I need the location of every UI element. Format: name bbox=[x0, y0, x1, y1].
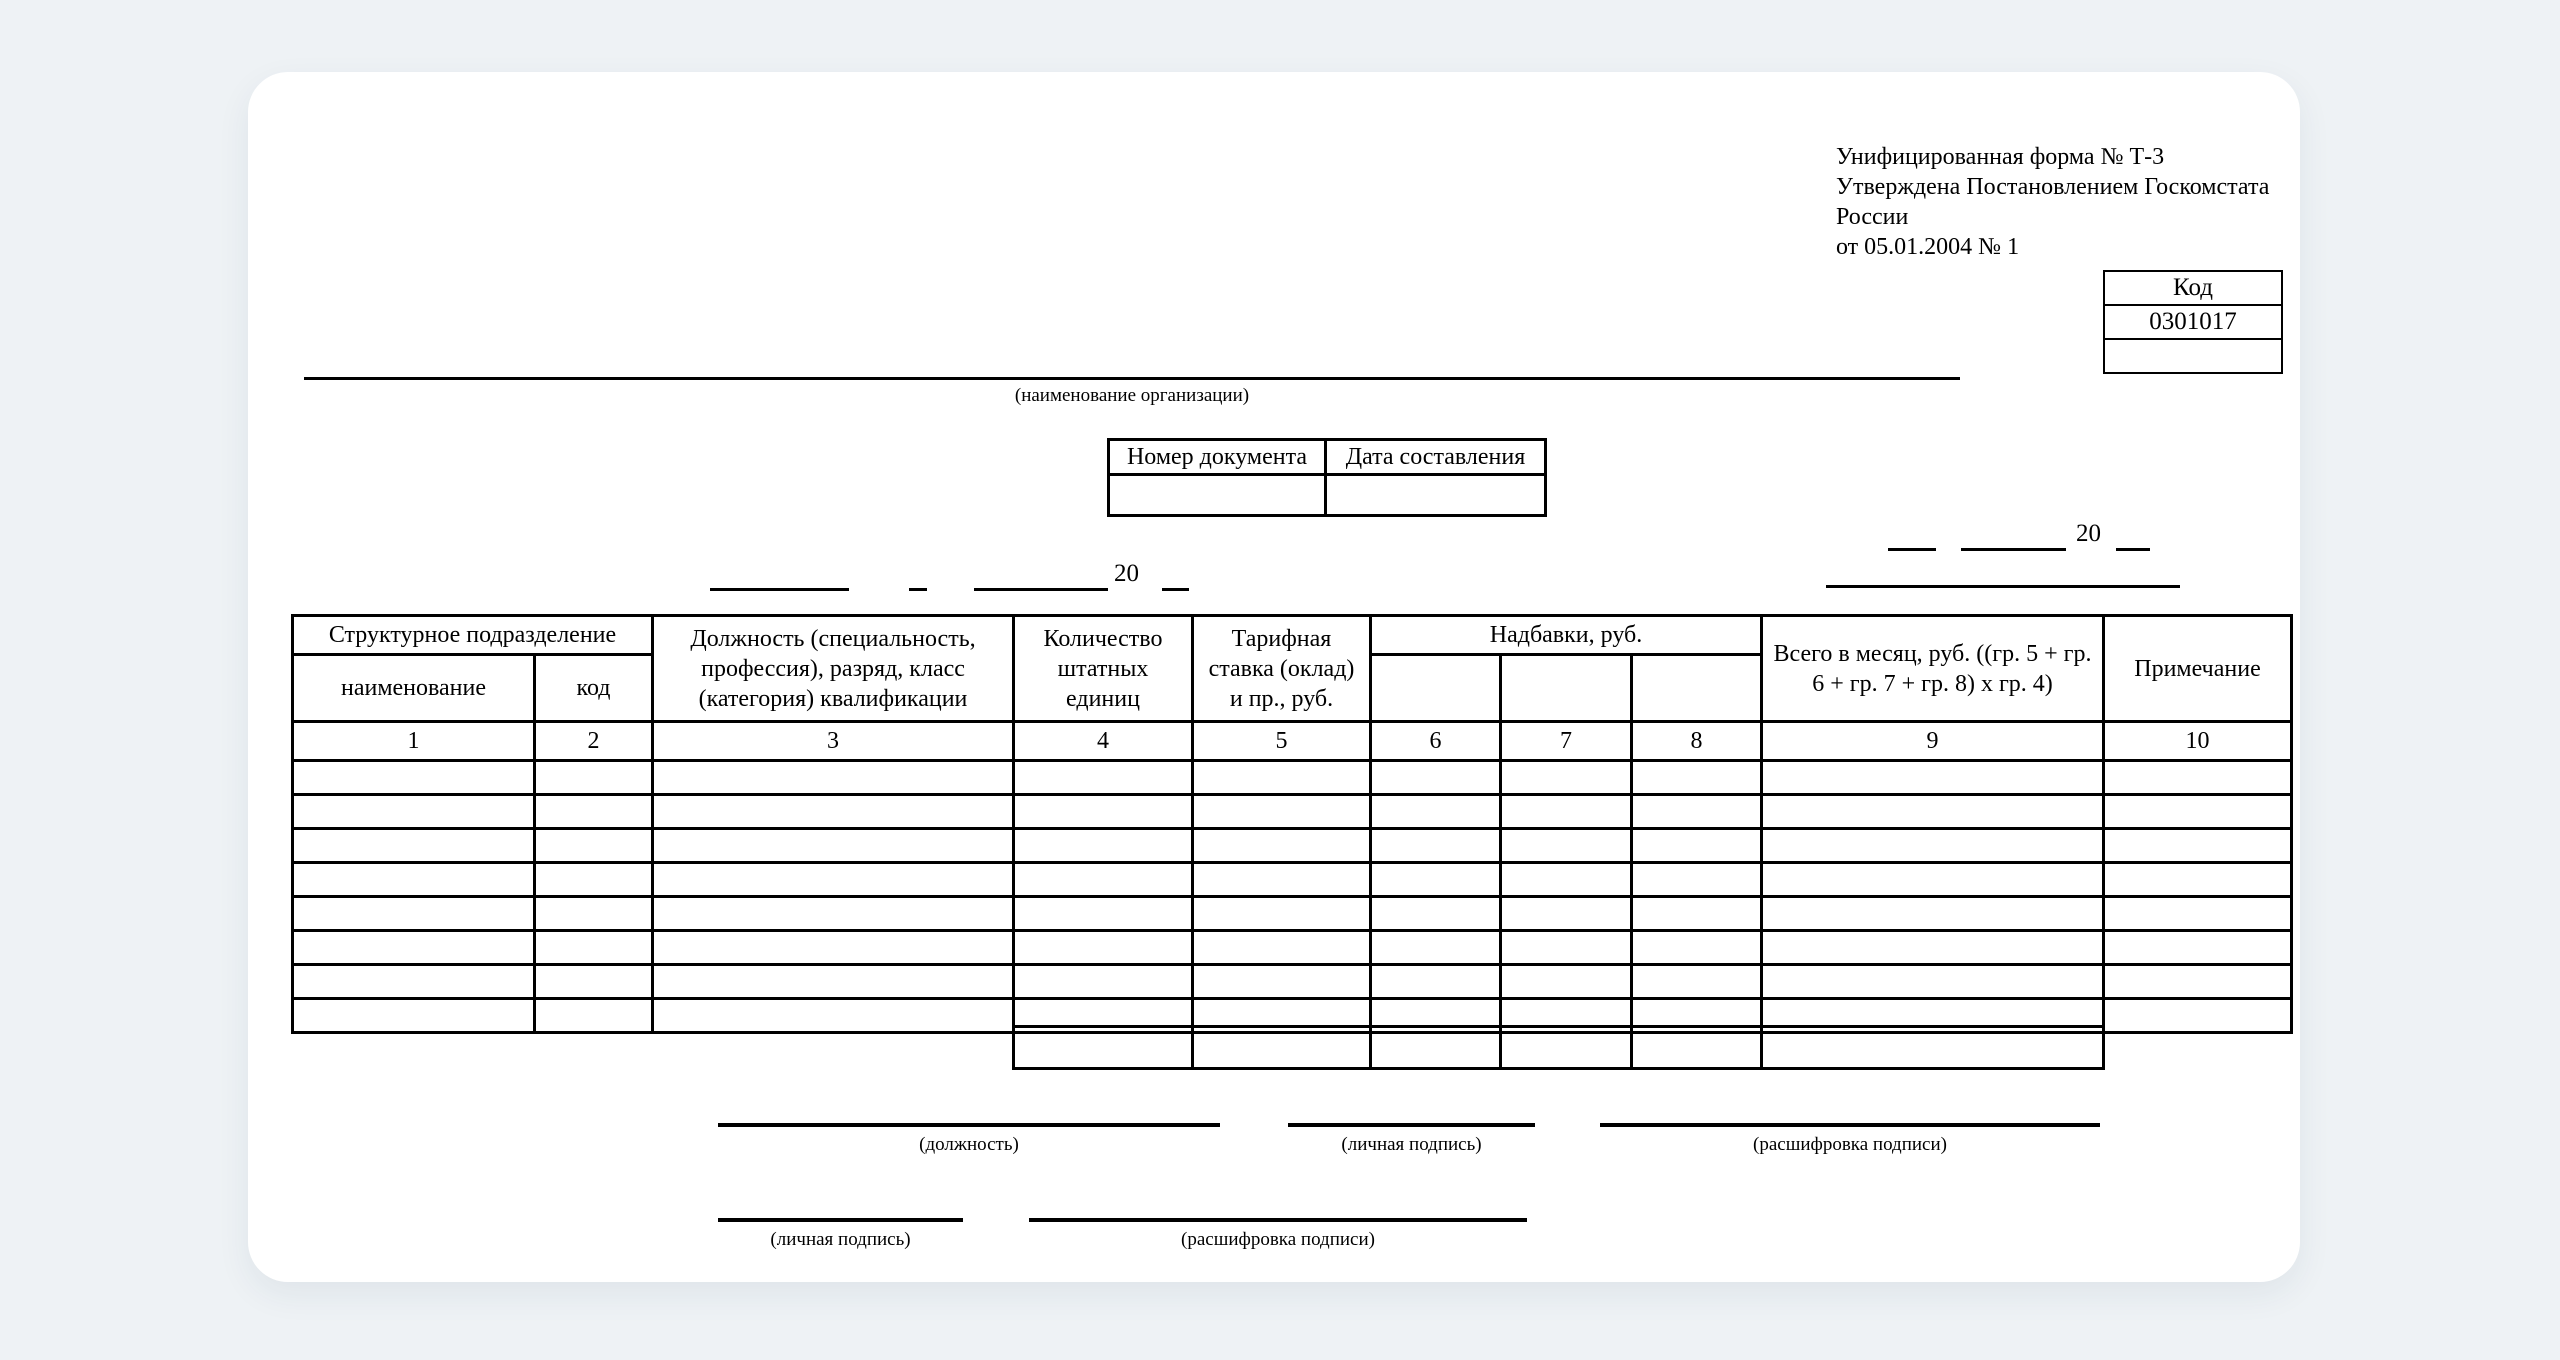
order-date-blank-2 bbox=[909, 588, 927, 591]
empty-cell bbox=[1193, 829, 1371, 863]
header-unit-code: код bbox=[535, 655, 653, 722]
doc-date-cell bbox=[1326, 475, 1546, 516]
signature-position-line bbox=[718, 1123, 1220, 1127]
empty-cell bbox=[293, 999, 535, 1033]
signature-personal-line bbox=[1288, 1123, 1535, 1127]
header-structural-unit: Структурное подразделение bbox=[293, 616, 653, 655]
header-monthly-total: Всего в месяц, руб. ((гр. 5 + гр. 6 + гр. 7 + гр. 8) х гр. 4) bbox=[1762, 616, 2104, 722]
empty-cell bbox=[293, 761, 535, 795]
form-note-line-4: от 05.01.2004 № 1 bbox=[1836, 234, 2020, 260]
empty-cell bbox=[293, 863, 535, 897]
empty-cell bbox=[1762, 965, 2104, 999]
empty-cell bbox=[1371, 931, 1501, 965]
signature-personal-group bbox=[1288, 1123, 1535, 1156]
header-note-column: Примечание bbox=[2104, 616, 2292, 722]
column-number: 6 bbox=[1371, 722, 1501, 761]
organization-name-caption: (наименование организации) bbox=[1014, 385, 1250, 406]
header-tariff-rate: Тарифная ставка (оклад) и пр., руб. bbox=[1193, 616, 1371, 722]
empty-cell bbox=[1014, 965, 1193, 999]
empty-cell bbox=[1014, 931, 1193, 965]
table-row bbox=[293, 931, 2292, 965]
totals-cell bbox=[1762, 1027, 2104, 1069]
empty-cell bbox=[1014, 761, 1193, 795]
code-box-empty-cell bbox=[2104, 339, 2282, 373]
empty-cell bbox=[293, 795, 535, 829]
empty-cell bbox=[1371, 965, 1501, 999]
totals-cell bbox=[1193, 1027, 1371, 1069]
order-date-blank-1 bbox=[710, 588, 849, 591]
empty-cell bbox=[1632, 965, 1762, 999]
column-number: 1 bbox=[293, 722, 535, 761]
signature-personal-caption: (личная подпись) bbox=[1341, 1134, 1482, 1155]
empty-cell bbox=[1371, 761, 1501, 795]
empty-cell bbox=[653, 829, 1014, 863]
signature2-transcript-caption: (расшифровка подписи) bbox=[1181, 1229, 1375, 1250]
empty-cell bbox=[1193, 965, 1371, 999]
empty-cell bbox=[1501, 829, 1632, 863]
order-date-blank-3 bbox=[974, 588, 1108, 591]
signature2-personal-line bbox=[718, 1218, 963, 1222]
signature2-personal-caption: (личная подпись) bbox=[770, 1229, 911, 1250]
document-card bbox=[248, 72, 2300, 1282]
column-numbers-row bbox=[293, 722, 2292, 761]
empty-cell bbox=[1193, 795, 1371, 829]
approval-blank-long-line bbox=[1826, 585, 2180, 588]
empty-cell bbox=[535, 863, 653, 897]
totals-cell bbox=[1501, 1027, 1632, 1069]
column-number: 5 bbox=[1193, 722, 1371, 761]
empty-cell bbox=[1014, 829, 1193, 863]
empty-cell bbox=[2104, 863, 2292, 897]
header-position: Должность (специальность, профессия), разряд, класс (категория) квалификации bbox=[653, 616, 1014, 722]
empty-cell bbox=[2104, 965, 2292, 999]
empty-cell bbox=[1762, 897, 2104, 931]
empty-cell bbox=[1632, 931, 1762, 965]
form-note-line-3: России bbox=[1836, 204, 1909, 230]
empty-cell bbox=[1371, 795, 1501, 829]
empty-cell bbox=[1501, 965, 1632, 999]
empty-cell bbox=[1371, 863, 1501, 897]
signature-position-caption: (должность) bbox=[919, 1134, 1019, 1155]
signature2-transcript-group bbox=[1029, 1218, 1527, 1251]
column-number: 3 bbox=[653, 722, 1014, 761]
totals-cell bbox=[1014, 1027, 1193, 1069]
empty-cell bbox=[293, 897, 535, 931]
empty-cell bbox=[1193, 761, 1371, 795]
empty-cell bbox=[1762, 863, 2104, 897]
empty-cell bbox=[1632, 897, 1762, 931]
empty-cell bbox=[2104, 795, 2292, 829]
empty-cell bbox=[1632, 829, 1762, 863]
column-number: 4 bbox=[1014, 722, 1193, 761]
order-date-year-prefix: 20 bbox=[1114, 560, 1139, 587]
order-date-blank-4 bbox=[1162, 588, 1189, 591]
empty-cell bbox=[2104, 761, 2292, 795]
form-note-line-2: Утверждена Постановлением Госкомстата bbox=[1836, 174, 2270, 200]
empty-cell bbox=[1501, 795, 1632, 829]
empty-cell bbox=[535, 965, 653, 999]
empty-cell bbox=[653, 795, 1014, 829]
column-number: 9 bbox=[1762, 722, 2104, 761]
column-number: 10 bbox=[2104, 722, 2292, 761]
empty-cell bbox=[1014, 897, 1193, 931]
empty-cell bbox=[653, 931, 1014, 965]
code-box-value: 0301017 bbox=[2104, 305, 2282, 339]
signature-position-group bbox=[718, 1123, 1220, 1156]
empty-cell bbox=[535, 829, 653, 863]
empty-cell bbox=[1501, 931, 1632, 965]
table-row bbox=[293, 761, 2292, 795]
column-number: 7 bbox=[1501, 722, 1632, 761]
header-allowance-3 bbox=[1632, 655, 1762, 722]
empty-cell bbox=[535, 999, 653, 1033]
empty-cell bbox=[535, 761, 653, 795]
empty-cell bbox=[653, 999, 1014, 1033]
empty-cell bbox=[1014, 795, 1193, 829]
empty-cell bbox=[1762, 761, 2104, 795]
empty-cell bbox=[653, 897, 1014, 931]
empty-cell bbox=[535, 795, 653, 829]
empty-cell bbox=[2104, 897, 2292, 931]
empty-cell bbox=[293, 829, 535, 863]
signature2-transcript-line bbox=[1029, 1218, 1527, 1222]
header-allowance-2 bbox=[1501, 655, 1632, 722]
table-row bbox=[293, 829, 2292, 863]
empty-cell bbox=[293, 965, 535, 999]
empty-cell bbox=[1501, 897, 1632, 931]
empty-cell bbox=[1632, 863, 1762, 897]
signature-transcript-group bbox=[1600, 1123, 2100, 1156]
header-unit-name: наименование bbox=[293, 655, 535, 722]
doc-number-header: Номер документа bbox=[1109, 440, 1326, 475]
column-number: 8 bbox=[1632, 722, 1762, 761]
document-info-table bbox=[1107, 438, 1547, 517]
header-allowance-1 bbox=[1371, 655, 1501, 722]
empty-cell bbox=[1371, 829, 1501, 863]
empty-cell bbox=[1762, 829, 2104, 863]
doc-number-cell bbox=[1109, 475, 1326, 516]
empty-cell bbox=[653, 863, 1014, 897]
empty-cell bbox=[653, 965, 1014, 999]
empty-cell bbox=[1762, 931, 2104, 965]
okud-code-box bbox=[2103, 270, 2283, 374]
staffing-table bbox=[291, 614, 2293, 1034]
table-row bbox=[293, 897, 2292, 931]
empty-cell bbox=[1632, 761, 1762, 795]
form-note-line-1: Унифицированная форма № Т-3 bbox=[1836, 144, 2165, 170]
empty-cell bbox=[1632, 795, 1762, 829]
approval-date-blank-3 bbox=[2116, 548, 2150, 551]
empty-cell bbox=[2104, 999, 2292, 1033]
approval-date-blank-2 bbox=[1961, 548, 2066, 551]
form-regulatory-note bbox=[1836, 142, 2306, 260]
column-number: 2 bbox=[535, 722, 653, 761]
doc-date-header: Дата составления bbox=[1326, 440, 1546, 475]
header-staff-units: Количество штатных единиц bbox=[1014, 616, 1193, 722]
empty-cell bbox=[653, 761, 1014, 795]
empty-cell bbox=[2104, 931, 2292, 965]
table-row bbox=[293, 863, 2292, 897]
empty-cell bbox=[1762, 795, 2104, 829]
empty-cell bbox=[1501, 761, 1632, 795]
empty-cell bbox=[1501, 863, 1632, 897]
empty-cell bbox=[1371, 897, 1501, 931]
organization-name-line bbox=[304, 377, 1960, 380]
empty-cell bbox=[2104, 829, 2292, 863]
empty-cell bbox=[1014, 863, 1193, 897]
empty-cell bbox=[293, 931, 535, 965]
empty-cell bbox=[1193, 931, 1371, 965]
empty-cell bbox=[535, 931, 653, 965]
approval-date-year-prefix: 20 bbox=[2076, 520, 2101, 547]
empty-cell bbox=[1193, 863, 1371, 897]
totals-cell bbox=[1371, 1027, 1501, 1069]
empty-cell bbox=[535, 897, 653, 931]
signature-transcript-line bbox=[1600, 1123, 2100, 1127]
approval-date-blank-1 bbox=[1888, 548, 1936, 551]
signature-transcript-caption: (расшифровка подписи) bbox=[1753, 1134, 1947, 1155]
empty-cell bbox=[1193, 897, 1371, 931]
totals-cell bbox=[1632, 1027, 1762, 1069]
header-allowances: Надбавки, руб. bbox=[1371, 616, 1762, 655]
signature2-personal-group bbox=[718, 1218, 963, 1251]
table-row bbox=[293, 965, 2292, 999]
staff-table-empty-rows bbox=[293, 761, 2292, 1033]
totals-row bbox=[1012, 1025, 2105, 1070]
code-box-label: Код bbox=[2104, 271, 2282, 305]
table-row bbox=[293, 795, 2292, 829]
